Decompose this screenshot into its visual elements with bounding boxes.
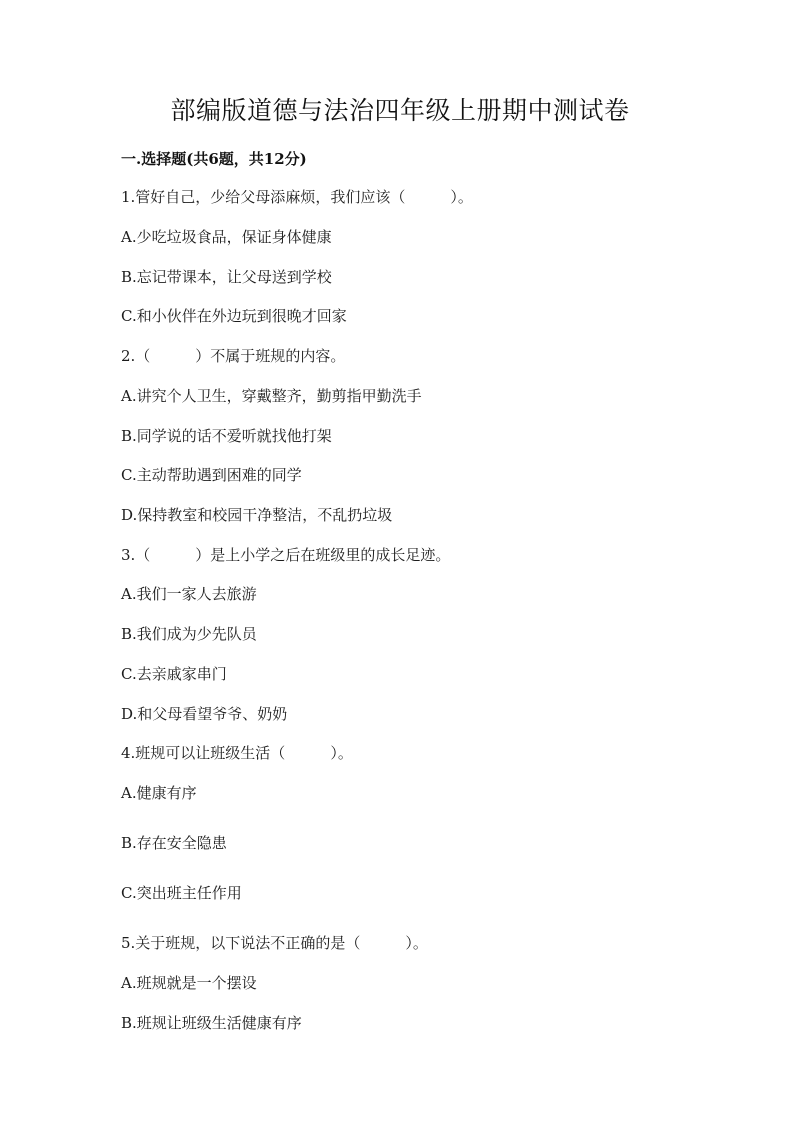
question-3-stem: 3.（ ）是上小学之后在班级里的成长足迹。	[121, 546, 451, 564]
question-1-stem: 1.管好自己，少给父母添麻烦，我们应该（ ）。	[121, 188, 473, 206]
question-5-stem: 5.关于班规，以下说法不正确的是（ ）。	[121, 934, 428, 952]
question-3-option-c: C.去亲戚家串门	[121, 665, 227, 683]
question-4-option-c: C.突出班主任作用	[121, 884, 242, 902]
question-4-stem: 4.班规可以让班级生活（ ）。	[121, 744, 353, 762]
question-1-option-a: A.少吃垃圾食品，保证身体健康	[121, 228, 332, 246]
question-1-option-b: B.忘记带课本，让父母送到学校	[121, 268, 332, 286]
question-4-option-a: A.健康有序	[121, 784, 197, 802]
question-5-option-b: B.班规让班级生活健康有序	[121, 1014, 302, 1032]
question-3-option-d: D.和父母看望爷爷、奶奶	[121, 705, 288, 723]
question-1-option-c: C.和小伙伴在外边玩到很晚才回家	[121, 307, 347, 325]
question-3-option-a: A.我们一家人去旅游	[121, 585, 257, 603]
question-4-option-b: B.存在安全隐患	[121, 834, 227, 852]
question-2-option-b: B.同学说的话不爱听就找他打架	[121, 427, 332, 445]
question-3-option-b: B.我们成为少先队员	[121, 625, 257, 643]
question-2-option-c: C.主动帮助遇到困难的同学	[121, 466, 302, 484]
question-5-option-a: A.班规就是一个摆设	[121, 974, 257, 992]
question-2-stem: 2.（ ）不属于班规的内容。	[121, 347, 346, 365]
section-heading: 一.选择题(共6题，共12分)	[121, 150, 307, 168]
exam-title: 部编版道德与法治四年级上册期中测试卷	[170, 96, 630, 125]
question-2-option-d: D.保持教室和校园干净整洁，不乱扔垃圾	[121, 506, 393, 524]
question-2-option-a: A.讲究个人卫生，穿戴整齐，勤剪指甲勤洗手	[121, 387, 422, 405]
